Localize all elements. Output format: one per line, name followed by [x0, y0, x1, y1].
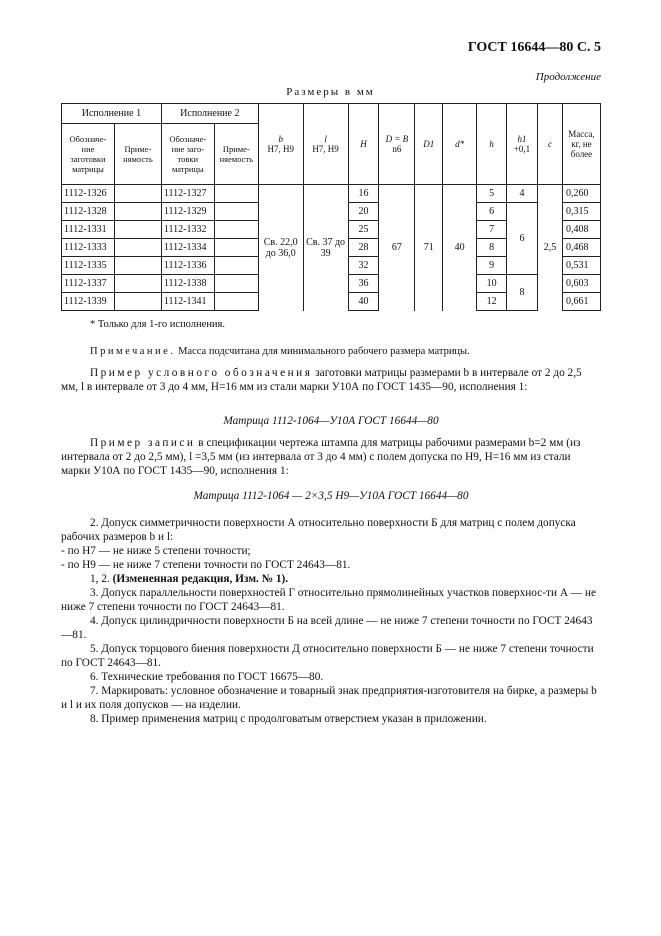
- item-2: 2. Допуск симметричности поверхности А относительно поверхности Б для матриц с полем допуска рабочих размеров b и l:: [61, 517, 576, 543]
- item-3: 3. Допуск параллельности поверхностей Г относительно прямолинейных участков поверхнос-ти А — не ниже 7 степени точности по ГОСТ 24643—81.: [61, 587, 596, 613]
- c-value: 2,5: [537, 185, 562, 311]
- table-row: 1112-1326 1112-1327 Св. 22,0 до 36,0 Св. 37 до 39 16 67 71 40 5 4 2,5 0,260: [62, 185, 601, 203]
- footnote: * Только для 1-го исполнения.: [90, 319, 226, 330]
- header-application-1: Приме-нямость: [114, 124, 161, 185]
- header-h: h: [477, 104, 507, 185]
- item-8: 8. Пример применения матриц с продолговатым отверстием указан в приложении.: [90, 713, 487, 725]
- dimensions-table: [61, 103, 601, 311]
- item-2b: - по H9 — не ниже 7 степени точности по ГОСТ 24643—81.: [61, 559, 351, 571]
- header-mass: Масса, кг, не более: [562, 104, 600, 185]
- item-5: 5. Допуск торцового биения поверхности Д относительно поверхности Б — не ниже 7 степени точности по ГОСТ 24643—81.: [61, 643, 594, 669]
- page-header: ГОСТ 16644—80 С. 5: [467, 40, 601, 55]
- header-D1: D1: [415, 104, 443, 185]
- table-row: 1112-1328 1112-1329 20 6 6 0,315: [62, 203, 601, 221]
- continuation-label: Продолжение: [535, 71, 601, 83]
- header-d: d*: [443, 104, 477, 185]
- designation-2: Матрица 1112-1064 — 2×3,5 H9—У10А ГОСТ 16644—80: [193, 490, 469, 502]
- item-2a: - по H7 — не ниже 5 степени точности;: [61, 545, 251, 557]
- note: Примечание. Масса подсчитана для минимального рабочего размера матрицы.: [90, 346, 470, 357]
- table-caption: Размеры в мм: [286, 86, 375, 98]
- h1-value: 6: [507, 203, 538, 275]
- item-4: 4. Допуск цилиндричности поверхности Б на всей длине — не ниже 7 степени точности по ГОСТ 24643—81.: [61, 615, 593, 641]
- h1-value: 4: [507, 185, 538, 203]
- table-row: 1112-1335 1112-1336 32 9 0,531: [62, 257, 601, 275]
- technical-requirements: [61, 516, 601, 726]
- header-H: H: [348, 104, 379, 185]
- table-row: 1112-1333 1112-1334 28 8 0,468: [62, 239, 601, 257]
- header-designation-2: Обозначе-ние заго-товки матрицы: [161, 124, 214, 185]
- d-value: 40: [443, 185, 477, 311]
- d1-value: 71: [415, 185, 443, 311]
- table-row: 1112-1339 1112-1341 40 12 0,661: [62, 293, 601, 311]
- item-7: 7. Маркировать: условное обозначение и товарный знак предприятия-изготовителя на бирке, а размеры b и l и их поля допусков — на изделии.: [61, 685, 597, 711]
- item-amendment: 1, 2. (Измененная редакция, Изм. № 1).: [90, 573, 289, 585]
- example-designation: Пример условного обозначения заготовки матрицы размерами b в интервале от 2 до 2,5 мм, l в интервале от 3 до 4 мм, H=16 мм из стали марки У10А по ГОСТ 1435—90, исполнения 1:: [61, 367, 582, 393]
- example-record: Пример записи в спецификации чертежа штампа для матрицы рабочими размерами b=2 мм (из интервала от 2 до 2,5 мм), l =3,5 мм (из интервала от 3 до 4 мм) с полем допуска по H9, H=16 мм из стали марки У10А по ГОСТ 1435—90, исполнения 1:: [61, 437, 581, 477]
- header-D-B: D = B n6: [379, 104, 415, 185]
- table-row: 1112-1331 1112-1332 25 7 0,408: [62, 221, 601, 239]
- header-execution-1: Исполнение 1: [62, 104, 162, 124]
- designation-1: Матрица 1112-1064—У10А ГОСТ 16644—80: [223, 415, 439, 427]
- header-h1: h1 +0,1: [507, 104, 538, 185]
- l-value: Св. 37 до 39: [303, 185, 348, 311]
- header-application-2: Приме-няемость: [214, 124, 258, 185]
- b-value: Св. 22,0 до 36,0: [258, 185, 303, 311]
- header-execution-2: Исполнение 2: [161, 104, 258, 124]
- item-6: 6. Технические требования по ГОСТ 16675—80.: [90, 671, 324, 683]
- db-value: 67: [379, 185, 415, 311]
- table-row: 1112-1337 1112-1338 36 10 8 0,603: [62, 275, 601, 293]
- header-designation-1: Обозначе-ние заготовки матрицы: [62, 124, 115, 185]
- header-c: c: [537, 104, 562, 185]
- header-b: b H7, H9: [258, 104, 303, 185]
- h1-value: 8: [507, 275, 538, 311]
- header-l: l H7, H9: [303, 104, 348, 185]
